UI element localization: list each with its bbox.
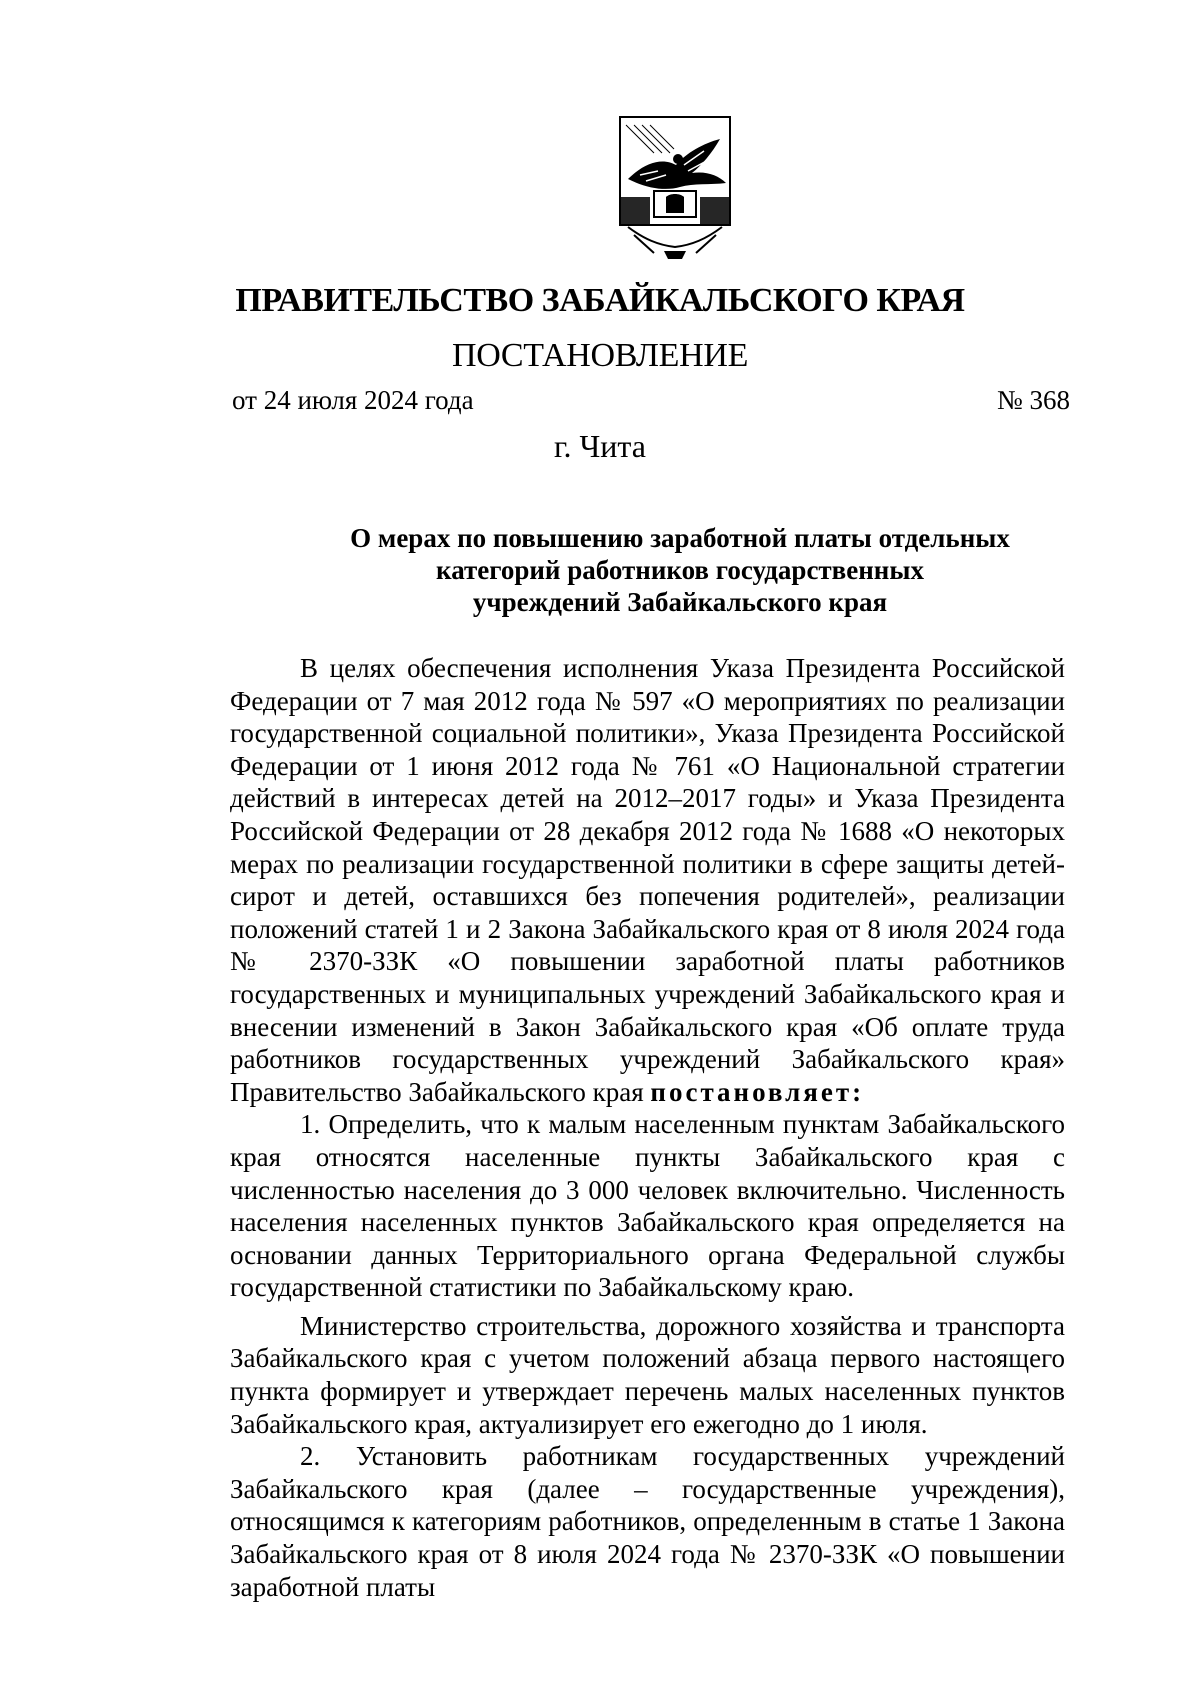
government-name: ПРАВИТЕЛЬСТВО ЗАБАЙКАЛЬСКОГО КРАЯ	[235, 282, 965, 319]
item-2-paragraph: 2. Установить работникам государственных учреждений Забайкальского края (далее – государственные учреждения), относящимся к категориям работников, определенным в статье 1 Закона Забайкальского края от 8 июля 2024 года № 2370-ЗЗК «О повышении заработной платы	[230, 1441, 1065, 1602]
document-type: ПОСТАНОВЛЕНИЕ	[451, 337, 749, 374]
title-line-3: учреждений Забайкальского края	[472, 587, 888, 617]
preamble-text: В целях обеспечения исполнения Указа Президента Российской Федерации от 7 мая 2012 года № 597 «О мероприятиях по реализации государственной социальной политики», Указа Президента Российской Федерации от 1 июня 2012 года № 761 «О Национальной стратегии действий в интересах детей на 2012–2017 годы» и Указа Президента Российской Федерации от 28 декабря 2012 года № 1688 «О некоторых мерах по реализации государственной политики в сфере защиты детей-сирот и детей, оставшихся без попечения родителей», реализации положений статей 1 и 2 Закона Забайкальского края от 8 июля 2024 года № 2370-ЗЗК «О повышении заработной платы работников государственных и муниципальных учреждений Забайкальского края и внесении изменений в Закон Забайкальского края «Об оплате труда работников государственных учреждений Забайкальского края» Правительство Забайкальского края	[230, 653, 1065, 1107]
date-number-line	[232, 385, 1070, 416]
preamble-paragraph	[230, 652, 1065, 1108]
document-date: от 24 июля 2024 года	[232, 385, 474, 415]
document-city: г. Чита	[553, 428, 646, 464]
title-line-2: категорий работников государственных	[436, 555, 924, 585]
item-1-paragraph: 1. Определить, что к малым населенным пунктам Забайкальского края относятся населенные пункты Забайкальского края с численностью населения до 3 000 человек включительно. Численность населения населенных пунктов Забайкальского края определяется на основании данных Территориального органа Федеральной службы государственной статистики по Забайкальскому краю.	[230, 1109, 1065, 1303]
document-number: № 368	[996, 385, 1070, 415]
title-line-1: О мерах по повышению заработной платы отдельных	[350, 523, 1010, 553]
document-title	[300, 522, 1060, 618]
document-body	[230, 652, 1065, 1603]
resolves-word: постановляет:	[650, 1076, 865, 1107]
coat-of-arms-icon	[614, 113, 736, 261]
item-1-second-paragraph: Министерство строительства, дорожного хозяйства и транспорта Забайкальского края с учетом положений абзаца первого настоящего пункта формирует и утверждает перечень малых населенных пунктов Забайкальского края, актуализирует его ежегодно до 1 июля.	[230, 1310, 1065, 1439]
